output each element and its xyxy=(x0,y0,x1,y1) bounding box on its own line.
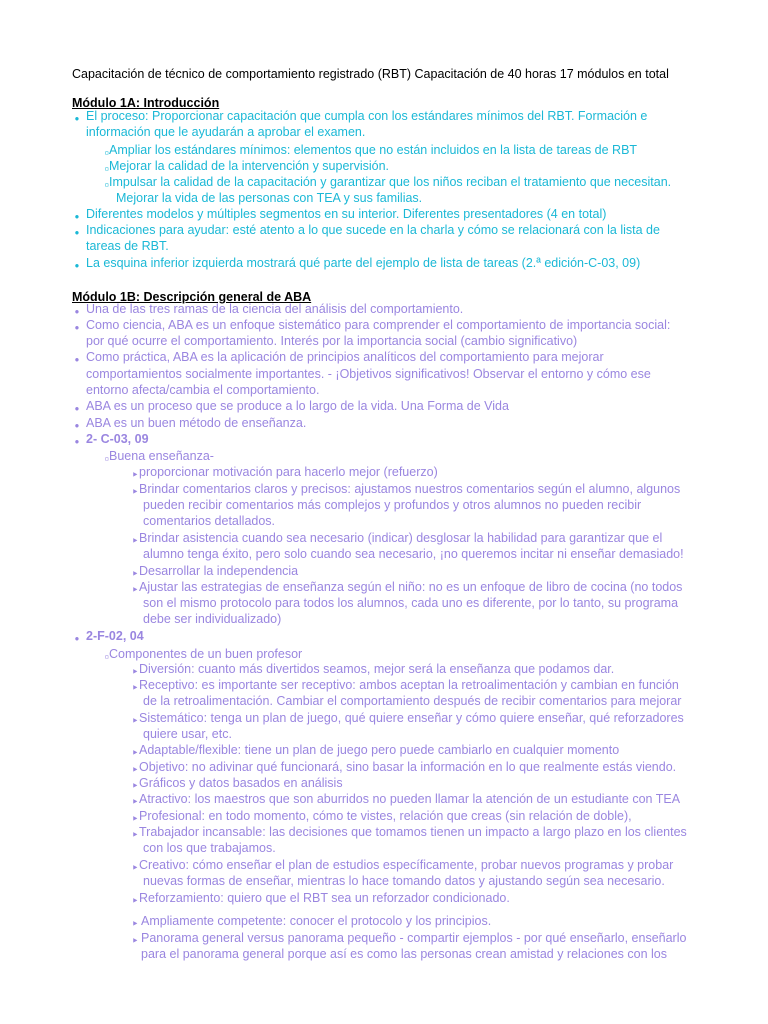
module1b-text-line: Una de las tres ramas de la ciencia del análisis del comportamiento. xyxy=(86,302,464,316)
triangle-bullet-icon: ‣ xyxy=(131,779,139,793)
module1a-text-line: El proceso: Proporcionar capacitación que cumpla con los estándares mínimos del RBT. Formación e xyxy=(86,109,648,123)
triangle-bullet-icon: ‣ xyxy=(131,583,139,597)
bullet-icon: • xyxy=(74,305,80,319)
triangle-bullet-icon: ‣ xyxy=(131,567,139,581)
module1b-text-line: Desarrollar la independencia xyxy=(139,564,299,578)
module1b-text-line: de la retroalimentación. Cambiar el comportamiento después de recibir comentarios para mejorar xyxy=(143,694,682,708)
module1b-text-line: Receptivo: es importante ser receptivo: ambos aceptan la retroalimentación y cambian en función xyxy=(139,678,679,692)
module1a-text-line: tareas de RBT. xyxy=(86,239,169,253)
module1a-text-line: Ampliar los estándares mínimos: elementos que no están incluidos en la lista de tareas de RBT xyxy=(109,143,638,157)
sub-bullet-icon: ▫ xyxy=(104,178,110,192)
triangle-bullet-icon: ‣ xyxy=(131,681,139,695)
module1b-text-line: Ampliamente competente: conocer el protocolo y los principios. xyxy=(141,914,492,928)
triangle-bullet-icon: ‣ xyxy=(131,665,139,679)
bullet-icon: • xyxy=(74,632,80,646)
bullet-icon: • xyxy=(74,353,80,367)
triangle-bullet-icon: ‣ xyxy=(131,828,139,842)
sub-bullet-icon: ▫ xyxy=(104,162,110,176)
sub-bullet-icon: ▫ xyxy=(104,146,110,160)
triangle-bullet-icon: ‣ xyxy=(131,795,139,809)
module1b-text-line: Brindar comentarios claros y precisos: ajustamos nuestros comentarios según el alumno, algunos xyxy=(139,482,681,496)
module1b-text-line: Brindar asistencia cuando sea necesario (indicar) desglosar la habilidad para garantizar que el xyxy=(139,531,663,545)
module1b-text-line: ABA es un proceso que se produce a lo largo de la vida. Una Forma de Vida xyxy=(86,399,509,413)
triangle-bullet-icon: ‣ xyxy=(131,485,139,499)
sub-bullet-icon: ▫ xyxy=(104,452,110,466)
module1b-text-line: Sistemático: tenga un plan de juego, qué quiere enseñar y cómo quiere enseñar, qué reforzadores xyxy=(139,711,684,725)
bullet-icon: • xyxy=(74,321,80,335)
module1b-text-line: Panorama general versus panorama pequeño - compartir ejemplos - por qué enseñarlo, enseñarlo xyxy=(141,931,687,945)
bullet-icon: • xyxy=(74,402,80,416)
module1b-text-line: Atractivo: los maestros que son aburridos no pueden llamar la atención de un estudiante con TEA xyxy=(139,792,681,806)
bullet-icon: • xyxy=(74,259,80,273)
module1b-text-line: Gráficos y datos basados en análisis xyxy=(139,776,343,790)
module1b-text-line: para el panorama general porque así es como las personas crean amistad y relaciones con los xyxy=(141,947,667,961)
module1b-text-line: Adaptable/flexible: tiene un plan de juego pero puede cambiarlo en cualquier momento xyxy=(139,743,620,757)
module1b-text-line: debe ser individualizado) xyxy=(143,612,282,626)
module1a-text-line: La esquina inferior izquierda mostrará qué parte del ejemplo de lista de tareas (2.ª edición-C-03, 09) xyxy=(86,256,641,270)
module1b-text-line: con los que trabajamos. xyxy=(143,841,276,855)
module-1b-heading: Módulo 1B: Descripción general de ABA xyxy=(72,290,312,304)
module1b-text-line: alumno tenga éxito, pero solo cuando sea necesario, ¡no queremos incitar ni enseñar demasiado! xyxy=(143,547,684,561)
triangle-bullet-icon: ‣ xyxy=(131,861,139,875)
module1b-text-line: Creativo: cómo enseñar el plan de estudios específicamente, probar nuevos programas y probar xyxy=(139,858,674,872)
module1b-text-line: Trabajador incansable: las decisiones que tomamos tienen un impacto a largo plazo en los clientes xyxy=(139,825,687,839)
module1b-text-line: pueden recibir comentarios más complejos y profundos y otros alumnos no pueden recibir xyxy=(143,498,642,512)
triangle-bullet-icon: ‣ xyxy=(131,894,139,908)
module1b-text-line: por qué ocurre el comportamiento. Interés por la importancia social (cambio significativo) xyxy=(86,334,578,348)
module1a-text-line: Indicaciones para ayudar: esté atento a lo que sucede en la charla y cómo se relacionará con la lista de xyxy=(86,223,660,237)
triangle-bullet-icon: ‣ xyxy=(131,468,139,482)
module1b-text-line: entorno afecta/cambia el comportamiento. xyxy=(86,383,320,397)
triangle-bullet-icon: ‣ xyxy=(131,746,139,760)
module1b-text-line: comportamientos socialmente importantes. - ¡Objetivos significativos! Observar el entorno y cómo ese xyxy=(86,367,651,381)
module1a-text-line: Impulsar la calidad de la capacitación y garantizar que los niños reciban el tratamiento que necesitan. xyxy=(109,175,672,189)
module1b-text-line: quiere usar, etc. xyxy=(143,727,232,741)
module1b-text-line: Objetivo: no adivinar qué funcionará, sino basar la información en lo que realmente estás viendo. xyxy=(139,760,677,774)
module1a-text-line: Mejorar la calidad de la intervención y supervisión. xyxy=(109,159,390,173)
module1b-text-line: Como práctica, ABA es la aplicación de principios analíticos del comportamiento para mejorar xyxy=(86,350,604,364)
bullet-icon: • xyxy=(74,419,80,433)
module1b-text-line: Ajustar las estrategias de enseñanza según el niño: no es un enfoque de libro de cocina (no todos xyxy=(139,580,683,594)
module1b-text-line: comentarios detallados. xyxy=(143,514,276,528)
module1b-text-line: Profesional: en todo momento, cómo te vistes, relación que creas (sin relación de doble), xyxy=(139,809,632,823)
bullet-icon: • xyxy=(74,435,80,449)
module1b-text-line: nuevas formas de enseñar, mientras lo hace tomando datos y ajustando según sea necesario. xyxy=(143,874,665,888)
module-1a-heading: Módulo 1A: Introducción xyxy=(72,96,220,110)
triangle-bullet-icon: ‣ xyxy=(131,917,139,931)
triangle-bullet-icon: ‣ xyxy=(131,763,139,777)
module1a-text-line: Diferentes modelos y múltiples segmentos en su interior. Diferentes presentadores (4 en total) xyxy=(86,207,607,221)
module1b-text-line: ABA es un buen método de enseñanza. xyxy=(86,416,307,430)
bullet-icon: • xyxy=(74,210,80,224)
bullet-icon: • xyxy=(74,226,80,240)
module1b-text-line: Buena enseñanza- xyxy=(109,449,214,463)
triangle-bullet-icon: ‣ xyxy=(131,534,139,548)
triangle-bullet-icon: ‣ xyxy=(131,714,139,728)
bullet-icon: • xyxy=(74,112,80,126)
sub-bullet-icon: ▫ xyxy=(104,650,110,664)
module1a-text-line: Mejorar la vida de las personas con TEA y sus familias. xyxy=(116,191,423,205)
module1b-text-line: proporcionar motivación para hacerlo mejor (refuerzo) xyxy=(139,465,438,479)
module1b-text-line: 2-F-02, 04 xyxy=(86,629,144,643)
module1b-text-line: Como ciencia, ABA es un enfoque sistemático para comprender el comportamiento de importancia social: xyxy=(86,318,671,332)
module1b-text-line: Componentes de un buen profesor xyxy=(109,647,303,661)
module1b-text-line: Diversión: cuanto más divertidos seamos, mejor será la enseñanza que podamos dar. xyxy=(139,662,615,676)
triangle-bullet-icon: ‣ xyxy=(131,934,139,948)
document-title: Capacitación de técnico de comportamiento registrado (RBT) Capacitación de 40 horas 17 módulos en total xyxy=(72,67,669,81)
triangle-bullet-icon: ‣ xyxy=(131,812,139,826)
module1a-text-line: información que le ayudarán a aprobar el examen. xyxy=(86,125,366,139)
module1b-text-line: Reforzamiento: quiero que el RBT sea un reforzador condicionado. xyxy=(139,891,510,905)
module1b-text-line: 2- C-03, 09 xyxy=(86,432,149,446)
module1b-text-line: son el mismo protocolo para todos los alumnos, cada uno es diferente, por lo tanto, su programa xyxy=(143,596,679,610)
